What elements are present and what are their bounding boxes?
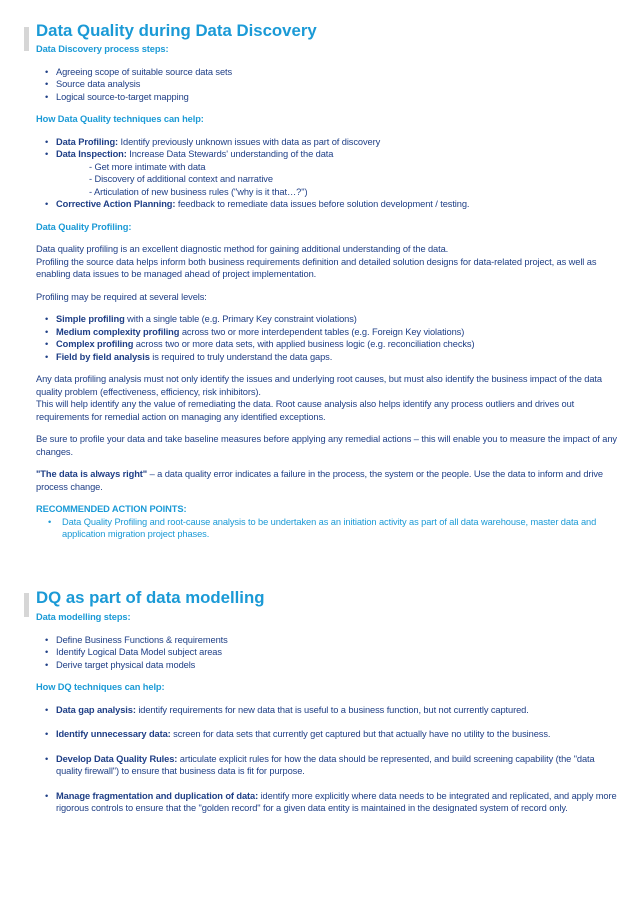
paragraph: "The data is always right" – a data quality error indicates a failure in the process, the system or the people. Use the data to inform and drive process change. — [36, 469, 603, 492]
steps-list — [36, 66, 618, 104]
profiling-heading: Data Quality Profiling: — [36, 221, 132, 232]
list-item: • Complex profiling across two or more data sets, with applied business logic (e.g. reconciliation checks) — [36, 338, 618, 351]
levels-list — [36, 313, 618, 363]
list-item: • Data gap analysis: identify requirements for new data that is useful to a business function, but not currently captured. — [36, 704, 618, 717]
section-accent-bar — [24, 593, 29, 617]
list-item: • Manage fragmentation and duplication of data: identify more explicitly where data needs to be integrated and replicated, and apply more rigorous controls to ensure that the "golden record" for a given data entity is maintained in the designated system of record only. — [36, 790, 618, 815]
list-item: • Source data analysis — [36, 78, 618, 91]
paragraph: Data quality profiling is an excellent diagnostic method for gaining additional understanding of the data. — [36, 244, 449, 254]
list-item: • Data Inspection: Increase Data Stewards' understanding of the data — [36, 148, 618, 161]
section-body — [36, 611, 618, 815]
techniques-list — [36, 704, 618, 815]
recommended-list — [36, 516, 618, 541]
paragraph: Profiling the source data helps inform both business requirements definition and detailed solution designs for data-related project, as well as enabling data issues to be managed ahead of project implementation. — [36, 256, 597, 279]
section-body — [36, 43, 618, 541]
help-heading: How Data Quality techniques can help: — [36, 114, 204, 124]
corrective-list — [36, 198, 618, 211]
paragraph: Any data profiling analysis must not only identify the issues and underlying root causes, but must also identify the business impact of the data quality problem (effectiveness, efficiency, risk inhibitors). — [36, 374, 602, 397]
list-item: • Identify unnecessary data: screen for data sets that currently get captured but that actually have no utility to the business. — [36, 728, 618, 741]
list-item: • Medium complexity profiling across two or more interdependent tables (e.g. Foreign Key violations) — [36, 326, 618, 339]
paragraph: This will help identify any the value of remediating the data. Root cause analysis also helps identify any process outliers and drives out requirements for remedial action on managing any identified exceptions. — [36, 399, 575, 422]
list-item: • Corrective Action Planning: feedback to remediate data issues before solution development / testing. — [36, 198, 618, 211]
list-item: • Develop Data Quality Rules: articulate explicit rules for how the data should be represented, and build screening capability (the "data quality firewall") to ensure that business data is fit for purpose. — [36, 753, 618, 778]
section-title: DQ as part of data modelling — [36, 588, 265, 607]
inspection-subitems — [36, 161, 618, 199]
paragraph: Profiling may be required at several levels: — [36, 291, 207, 302]
subitem: - Discovery of additional context and narrative — [89, 174, 273, 184]
subitem: - Articulation of new business rules ("why is it that…?") — [89, 186, 308, 197]
list-item: • Identify Logical Data Model subject areas — [36, 646, 618, 659]
techniques-list — [36, 136, 618, 161]
section-accent-bar — [24, 27, 29, 51]
paragraph: Be sure to profile your data and take baseline measures before applying any remedial actions – this will enable you to measure the impact of any changes. — [36, 434, 617, 457]
list-item: • Define Business Functions & requirements — [36, 634, 618, 647]
steps-list — [36, 634, 618, 672]
list-item: • Data Quality Profiling and root-cause analysis to be undertaken as an initiation activity as part of all data warehouse, master data and application migration project phases. — [36, 516, 618, 541]
subitem: - Get more intimate with data — [89, 161, 206, 172]
help-heading: How DQ techniques can help: — [36, 682, 165, 692]
list-item: • Derive target physical data models — [36, 659, 618, 672]
list-item: • Field by field analysis is required to truly understand the data gaps. — [36, 351, 618, 364]
steps-heading: Data modelling steps: — [36, 612, 131, 622]
list-item: • Agreeing scope of suitable source data sets — [36, 66, 618, 79]
list-item: • Data Profiling: Identify previously unknown issues with data as part of discovery — [36, 136, 618, 149]
list-item: • Simple profiling with a single table (e.g. Primary Key constraint violations) — [36, 313, 618, 326]
steps-heading: Data Discovery process steps: — [36, 44, 169, 54]
section-title: Data Quality during Data Discovery — [36, 21, 317, 40]
list-item: • Logical source-to-target mapping — [36, 91, 618, 104]
recommended-heading: RECOMMENDED ACTION POINTS: — [36, 504, 187, 514]
